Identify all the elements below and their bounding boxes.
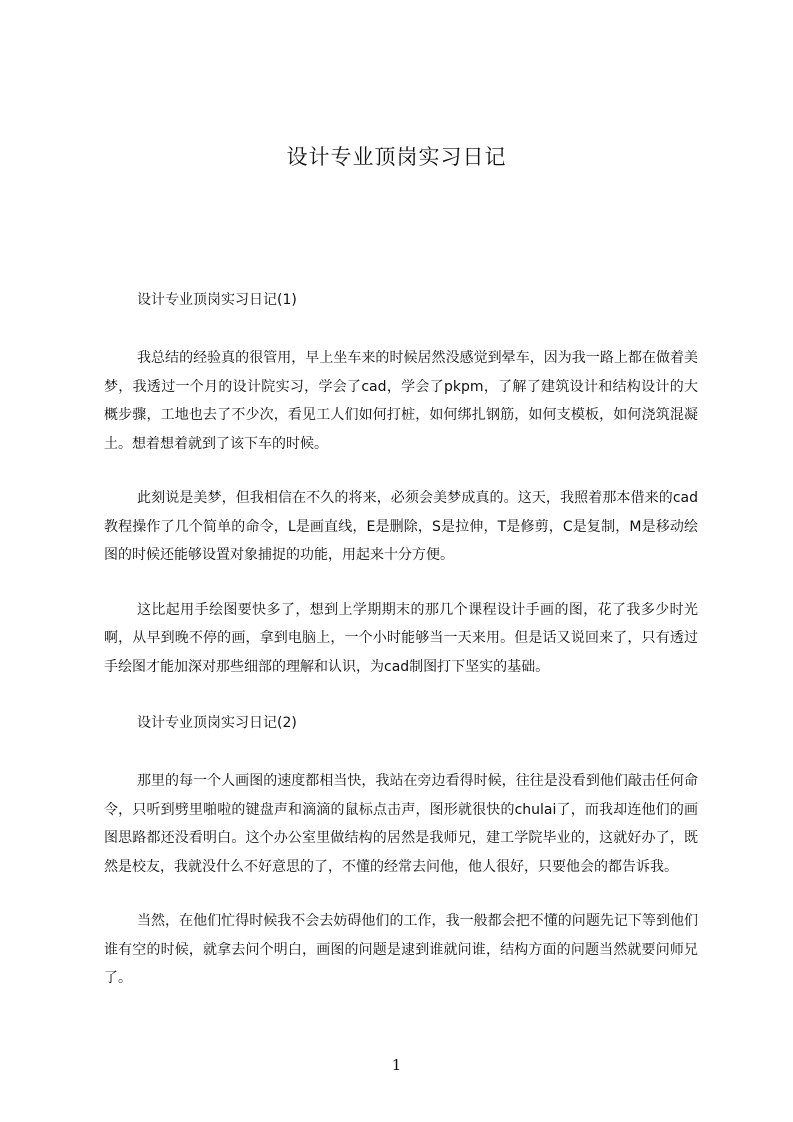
page-number: 1 bbox=[391, 1056, 402, 1074]
paragraph: 我总结的经验真的很管用，早上坐车来的时候居然没感觉到晕车，因为我一路上都在做着美梦，我透过一个月的设计院实习，学会了cad，学会了pkpm，了解了建筑设计和结构设计的大概步骤，工地也去了不少次，看见工人们如何打桩，如何绑扎钢筋，如何支模板，如何浇筑混凝土。想着想着就到了该下车的时候。 bbox=[104, 350, 698, 452]
section-heading-1: 设计专业顶岗实习日记(1) bbox=[137, 292, 297, 308]
document-body bbox=[104, 284, 698, 993]
paragraph: 那里的每一个人画图的速度都相当快，我站在旁边看得时候，往往是没看到他们敲击任何命令，只听到劈里啪啦的键盘声和滴滴的鼠标点击声，图形就很快的chulai了，而我却连他们的画图思路都还没看明白。这个办公室里做结构的居然是我师兄，建工学院毕业的，这就好办了，既然是校友，我就没什么不好意思的了，不懂的经常去问他，他人很好，只要他会的都告诉我。 bbox=[104, 773, 698, 875]
document-title: 设计专业顶岗实习日记 bbox=[286, 145, 507, 169]
paragraph: 这比起用手绘图要快多了，想到上学期期末的那几个课程设计手画的图，花了我多少时光啊，从早到晚不停的画，拿到电脑上，一个小时能够当一天来用。但是话又说回来了，只有透过手绘图才能加深对那些细部的理解和认识，为cad制图打下坚实的基础。 bbox=[104, 601, 698, 675]
paragraph: 此刻说是美梦，但我相信在不久的将来，必须会美梦成真的。这天，我照着那本借来的cad教程操作了几个简单的命令，L是画直线，E是删除，S是拉伸，T是修剪，C是复制，M是移动绘图的时候还能够设置对象捕捉的功能，用起来十分方便。 bbox=[104, 490, 698, 563]
section-heading-2: 设计专业顶岗实习日记(2) bbox=[137, 715, 297, 731]
paragraph: 当然，在他们忙得时候我不会去妨碍他们的工作，我一般都会把不懂的问题先记下等到他们谁有空的时候，就拿去问个明白，画图的问题是逮到谁就问谁，结构方面的问题当然就要问师兄了。 bbox=[104, 913, 698, 986]
